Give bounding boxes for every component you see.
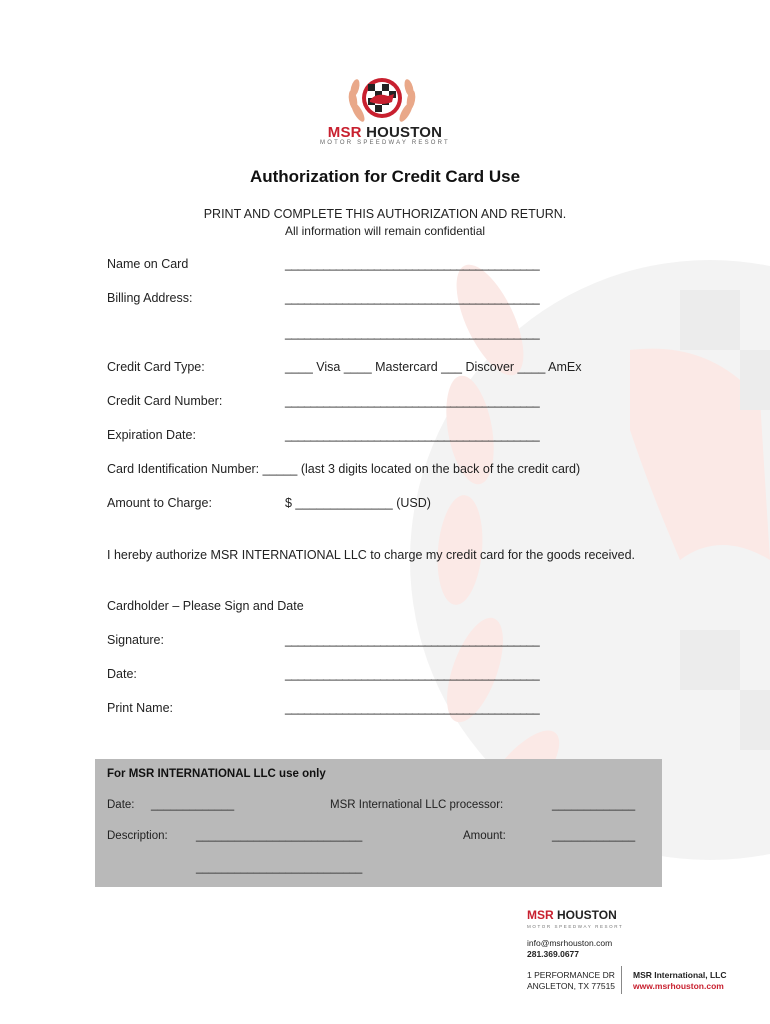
billing-address-field-1[interactable]: ________________________________________ [285, 291, 540, 305]
card-number-field[interactable]: ________________________________________ [285, 394, 540, 408]
instruction-line-2: All information will remain confidential [284, 224, 486, 238]
billing-address-label: Billing Address: [107, 291, 193, 305]
card-number-label: Credit Card Number: [107, 394, 223, 408]
office-date-field[interactable]: _____________ [151, 799, 235, 811]
expiration-field[interactable]: ________________________________________ [285, 428, 540, 442]
footer-brand-msr: MSR [527, 908, 554, 922]
footer-address-1: 1 PERFORMANCE DR [527, 970, 615, 980]
office-processor-field[interactable]: _____________ [552, 799, 636, 811]
amount-field[interactable]: $ ______________ (USD) [285, 496, 431, 510]
office-description-field[interactable]: __________________________ [196, 830, 363, 842]
name-on-card-field[interactable]: ________________________________________ [285, 257, 540, 271]
office-amount-label: Amount: [463, 830, 506, 842]
brand-subtitle: MOTOR SPEEDWAY RESORT [320, 140, 450, 146]
footer-phone: 281.369.0677 [527, 949, 579, 959]
footer-brand-subtitle: MOTOR SPEEDWAY RESORT [527, 924, 624, 929]
amount-label: Amount to Charge: [107, 496, 212, 510]
office-processor-label: MSR International LLC processor: [330, 799, 504, 811]
footer-company: MSR International, LLC [633, 970, 727, 980]
date-field[interactable]: ________________________________________ [285, 667, 540, 681]
page-title: Authorization for Credit Card Use [249, 167, 521, 186]
footer-divider [621, 966, 622, 994]
authorization-paragraph: I hereby authorize MSR INTERNATIONAL LLC to charge my credit card for the goods received. [107, 548, 635, 562]
name-on-card-label: Name on Card [107, 257, 189, 271]
date-label: Date: [107, 667, 137, 681]
office-description-label: Description: [107, 830, 168, 842]
footer-brand-houston: HOUSTON [557, 908, 617, 922]
office-amount-field[interactable]: _____________ [552, 830, 636, 842]
sign-heading: Cardholder – Please Sign and Date [107, 599, 304, 613]
footer-brand-wordmark [527, 908, 617, 922]
instruction-line-1: PRINT AND COMPLETE THIS AUTHORIZATION AND RETURN. [203, 207, 567, 221]
brand-houston: HOUSTON [366, 124, 443, 141]
footer-website[interactable]: www.msrhouston.com [633, 981, 724, 991]
footer-address-2: ANGLETON, TX 77515 [527, 981, 616, 991]
print-name-field[interactable]: ________________________________________ [285, 701, 540, 715]
billing-address-field-2[interactable]: ________________________________________ [285, 326, 540, 340]
signature-field[interactable]: ________________________________________ [285, 633, 540, 647]
print-name-label: Print Name: [107, 701, 173, 715]
expiration-label: Expiration Date: [107, 428, 196, 442]
signature-label: Signature: [107, 633, 164, 647]
card-type-options[interactable]: ____ Visa ____ Mastercard ___ Discover ____ AmEx [285, 360, 582, 374]
card-type-label: Credit Card Type: [107, 360, 205, 374]
office-use-title: For MSR INTERNATIONAL LLC use only [107, 768, 326, 780]
footer-email[interactable]: info@msrhouston.com [527, 938, 613, 948]
office-date-label: Date: [107, 799, 135, 811]
office-description-field-2[interactable]: __________________________ [196, 862, 363, 874]
card-id-number-row[interactable]: Card Identification Number: _____ (last 3 digits located on the back of the credit card) [107, 462, 581, 476]
brand-wordmark [300, 124, 470, 141]
brand-msr: MSR [327, 124, 362, 141]
